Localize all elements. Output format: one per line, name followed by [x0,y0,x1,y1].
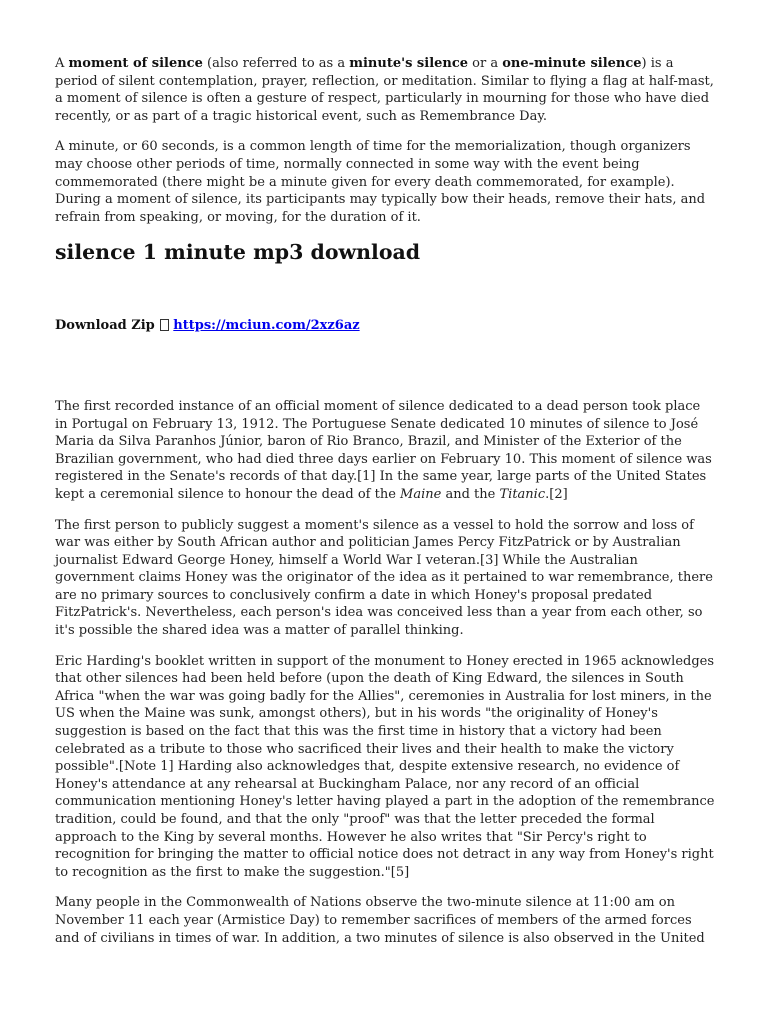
text-run: The first recorded instance of an official moment of silence dedicated to a dead person took place in Portugal on February 13, 1912. The Portuguese Senate dedicated 10 minutes of silence to José Maria da Silva Paranhos Júnior, baron of Rio Branco, Brazil, and Minister of the Exterior of the Brazilian government, who had died three days earlier on February 10. This moment of silence was registered in the Senate's records of that day.[1] In the same year, large parts of the United States kept a ceremonial silence to honour the dead of the [55,398,712,502]
bold-term-one-minute-silence: one-minute silence [502,56,642,71]
missing-glyph-icon [160,319,169,331]
text-run: A [55,56,69,71]
bold-term-moment-of-silence: moment of silence [68,56,203,71]
intro-paragraph-2: A minute, or 60 seconds, is a common length of time for the memorialization, though organizers may choose other periods of time, normally connected in some way with the event being commemorated (there might be a minute given for every death commemorated, for example). During a moment of silence, its participants may typically bow their heads, remove their hats, and refrain from speaking, or moving, for the duration of it. [55,139,706,225]
intro-paragraph-1 [55,55,715,125]
article [55,55,715,960]
text-run: ) is a period of silent contemplation, prayer, reflection, or meditation. Similar to flying a flag at half-mast, a moment of silence is often a gesture of respect, particularly in mourning for those who have died recently, or as part of a tragic historical event, such as Remembrance Day. [55,56,714,124]
download-line [55,317,715,335]
text-run: .[2] [545,486,568,502]
spacer [55,335,715,398]
body-paragraph-1 [55,398,715,504]
italic-term-titanic: Titanic [499,486,546,502]
body-paragraph-4: Many people in the Commonwealth of Nations observe the two-minute silence at 11:00 am on November 11 each year (Armistice Day) to remember sacrifices of members of the armed forces and of civilians in times of war. In addition, a two minutes of silence is also observed in the United [55,895,705,946]
body-paragraph-2: The first person to publicly suggest a moment's silence as a vessel to hold the sorrow and loss of war was either by South African author and politician James Percy FitzPatrick or by Australian journalist Edward George Honey, himself a World War I veteran.[3] While the Australian government claims Honey was the originator of the idea as it pertained to war remembrance, there are no primary sources to conclusively confirm a date in which Honey's proposal predated FitzPatrick's. Nevertheless, each person's idea was conceived less than a year from each other, so it's possible the shared idea was a matter of parallel thinking. [55,517,713,639]
italic-term-maine: Maine [400,486,442,502]
bold-term-minutes-silence: minute's silence [349,56,469,71]
section-heading: silence 1 minute mp3 download [55,240,421,265]
text-run: (also referred to as a [202,56,350,71]
text-run: or a [468,56,503,71]
download-label: Download Zip [55,318,155,334]
body-paragraph-3: Eric Harding's booklet written in support of the monument to Honey erected in 1965 acknowledges that other silences had been held before (upon the death of King Edward, the silences in South Africa "when the war was going badly for the Allies", ceremonies in Australia for lost miners, in the US when the Maine was sunk, amongst others), but in his words "the originality of Honey's suggestion is based on the fact that this was the first time in history that a victory had been celebrated as a tribute to those who sacrificed their lives and their health to make the victory possible".[Note 1] Harding also acknowledges that, despite extensive research, no evidence of Honey's attendance at any rehearsal at Buckingham Palace, nor any record of an official communication mentioning Honey's letter having played a part in the adoption of the remembrance tradition, could be found, and that the only "proof" was that the letter preceded the formal approach to the King by several months. However he also writes that "Sir Percy's right to recognition for bringing the matter to official notice does not detract in any way from Honey's right to recognition as the first to make the suggestion."[5] [55,653,715,880]
text-run: and the [441,486,500,502]
download-link[interactable]: https://mciun.com/2xz6az [173,318,360,334]
